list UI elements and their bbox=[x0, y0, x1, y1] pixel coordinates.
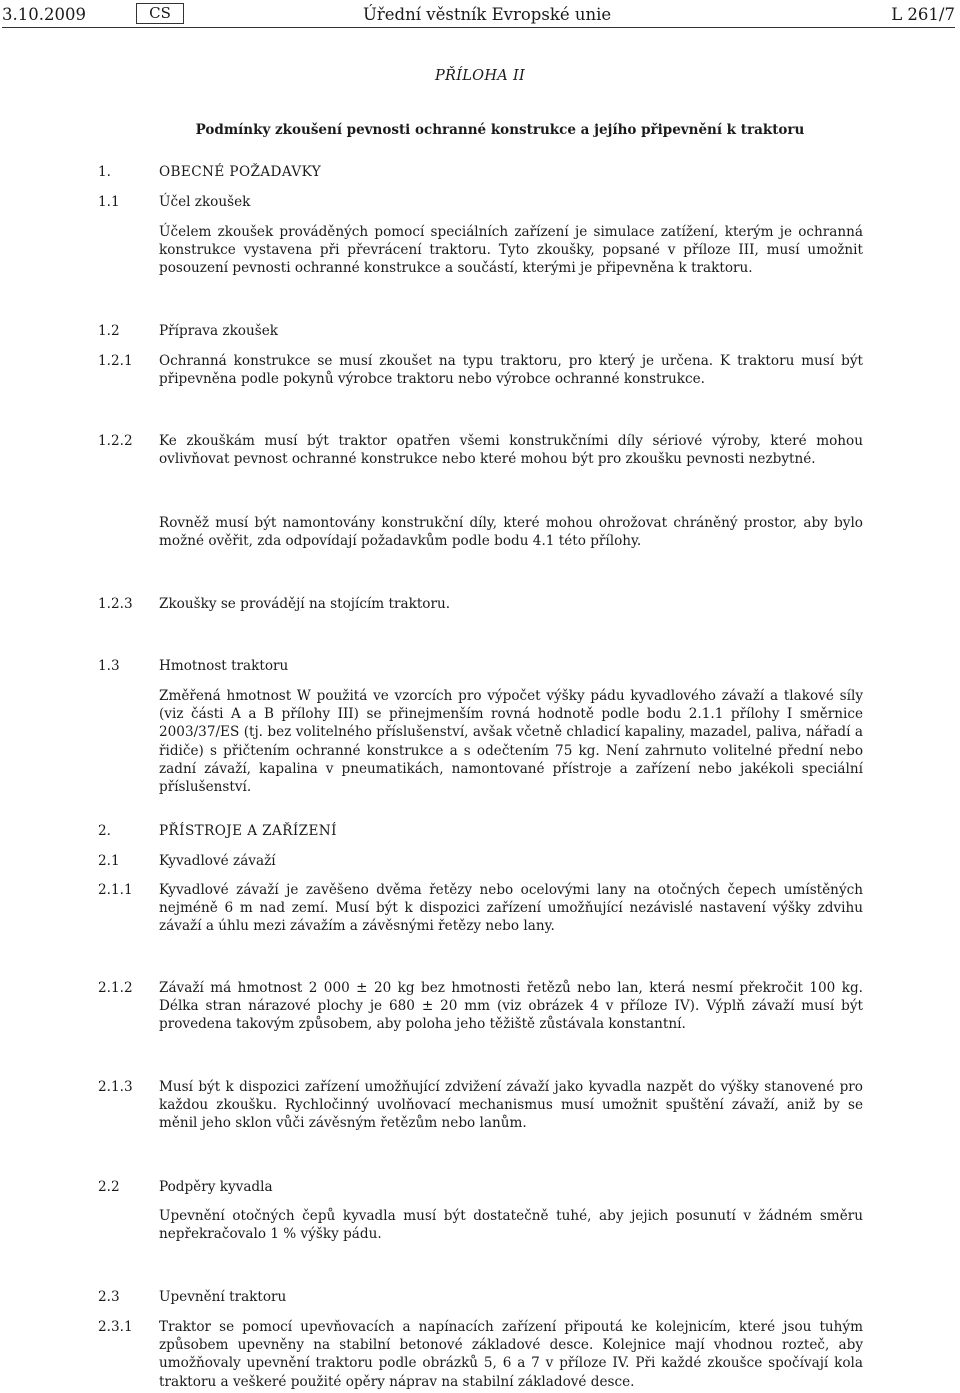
paragraph-2-3-1: Traktor se pomocí upevňovacích a napínacích zařízení připoutá ke kolejnicím, které jsou tuhým způsobem upevněny na stabilní betonové základové desce. Kolejnice mají vhodnou rozteč, aby umožňovaly upevnění traktoru podle obrázků 5, 6 a 7 v příloze IV. Při každé zkoušce spočívají kola traktoru a veškeré použité opěry náprav na stabilní základové desce. bbox=[159, 1319, 863, 1390]
section-number-2-1-3: 2.1.3 bbox=[98, 1079, 133, 1095]
paragraph-2-2: Upevnění otočných čepů kyvadla musí být dostatečně tuhé, aby jejich posunutí v žádném směru nepřekračovalo 1 % výšky pádu. bbox=[159, 1208, 863, 1243]
section-number-1-2-2: 1.2.2 bbox=[98, 433, 133, 449]
paragraph-2-1-3: Musí být k dispozici zařízení umožňující zdvižení závaží jako kyvadla nazpět do výšky stanovené pro každou zkoušku. Rychločinný uvolňovací mechanismus musí umožnit spuštění závaží, aniž by se měnil jeho sklon vůči závěsným řetězům nebo lanům. bbox=[159, 1079, 863, 1132]
paragraph-1-2-2: Ke zkouškám musí být traktor opatřen všemi konstrukčními díly sériové výroby, které mohou ovlivňovat pevnost ochranné konstrukce nebo které mohou být pro zkoušku pevnosti nezbytné. bbox=[159, 433, 863, 468]
section-heading-2-3: Upevnění traktoru bbox=[159, 1289, 287, 1305]
section-number-2-1: 2.1 bbox=[98, 853, 120, 869]
section-number-2-1-1: 2.1.1 bbox=[98, 882, 133, 898]
section-number-2-3-1: 2.3.1 bbox=[98, 1319, 133, 1335]
paragraph-1-3: Změřená hmotnost W použitá ve vzorcích pro výpočet výšky pádu kyvadlového závaží a tlakové síly (viz části A a B přílohy III) se přinejmenším rovná hodnotě podle bodu 2.1.1 přílohy I směrnice 2003/37/ES (tj. bez volitelného příslušenství, avšak včetně chladicí kapaliny, mazadel, paliva, nářadí a řidiče) s přičtením ochranné konstrukce a s odečtením 75 kg. Není zahrnuto volitelné přední nebo zadní závaží, kapalina v pneumatikách, namontované přístroje a zařízení nebo jakékoli speciální příslušenství. bbox=[159, 688, 863, 796]
section-heading-1-3: Hmotnost traktoru bbox=[159, 658, 289, 674]
section-number-2-1-2: 2.1.2 bbox=[98, 980, 133, 996]
section-number-1-2: 1.2 bbox=[98, 323, 120, 339]
section-number-1: 1. bbox=[98, 164, 111, 180]
journal-title: Úřední věstník Evropské unie bbox=[363, 5, 612, 24]
section-heading-1-1: Účel zkoušek bbox=[159, 194, 251, 210]
paragraph-1-1: Účelem zkoušek prováděných pomocí speciálních zařízení je simulace zatížení, kterým je ochranná konstrukce vystavena při převrácení traktoru. Tyto zkoušky, popsané v příloze III, musí umožnit posouzení pevnosti ochranné konstrukce a součástí, kterými je připevněna k traktoru. bbox=[159, 224, 863, 277]
section-heading-2-2: Podpěry kyvadla bbox=[159, 1179, 273, 1195]
section-number-1-3: 1.3 bbox=[98, 658, 120, 674]
section-heading-1: OBECNÉ POŽADAVKY bbox=[159, 164, 322, 180]
section-heading-1-2: Příprava zkoušek bbox=[159, 323, 278, 339]
section-number-2: 2. bbox=[98, 823, 111, 839]
section-number-2-3: 2.3 bbox=[98, 1289, 120, 1305]
language-badge: CS bbox=[136, 3, 184, 24]
paragraph-1-2-3: Zkoušky se provádějí na stojícím traktoru. bbox=[159, 596, 451, 612]
section-number-1-2-3: 1.2.3 bbox=[98, 596, 133, 612]
paragraph-2-1-2: Závaží má hmotnost 2 000 ± 20 kg bez hmotnosti řetězů nebo lan, která nesmí překročit 100 kg. Délka stran nárazové plochy je 680 ± 20 mm (viz obrázek 4 v příloze IV). Výplň závaží musí být provedena takovým způsobem, aby poloha jeho těžiště zůstávala konstantní. bbox=[159, 980, 863, 1033]
paragraph-1-2-2-b: Rovněž musí být namontovány konstrukční díly, které mohou ohrožovat chráněný prostor, aby bylo možné ověřit, zda odpovídají požadavkům podle bodu 4.1 této přílohy. bbox=[159, 515, 863, 550]
section-heading-2-1: Kyvadlové závaží bbox=[159, 853, 276, 869]
section-number-2-2: 2.2 bbox=[98, 1179, 120, 1195]
section-number-1-1: 1.1 bbox=[98, 194, 120, 210]
annex-label: PŘÍLOHA II bbox=[434, 68, 526, 84]
section-heading-2: PŘÍSTROJE A ZAŘÍZENÍ bbox=[159, 823, 337, 839]
paragraph-1-2-1: Ochranná konstrukce se musí zkoušet na typu traktoru, pro který je určena. K traktoru musí být připevněna podle pokynů výrobce traktoru nebo výrobce ochranné konstrukce. bbox=[159, 353, 863, 388]
paragraph-2-1-1: Kyvadlové závaží je zavěšeno dvěma řetězy nebo ocelovými lany na otočných čepech umístěných nejméně 6 m nad zemí. Musí být k dispozici zařízení umožňující nezávislé nastavení výšky zdvihu závaží a úhlu mezi závažím a závěsnými řetězy nebo lany. bbox=[159, 882, 863, 935]
page-header bbox=[2, 3, 955, 27]
section-number-1-2-1: 1.2.1 bbox=[98, 353, 133, 369]
page-number: L 261/7 bbox=[891, 5, 955, 24]
header-date: 3.10.2009 bbox=[2, 5, 86, 24]
document-title: Podmínky zkoušení pevnosti ochranné konstrukce a jejího připevnění k traktoru bbox=[195, 122, 805, 138]
header-rule bbox=[2, 27, 955, 28]
